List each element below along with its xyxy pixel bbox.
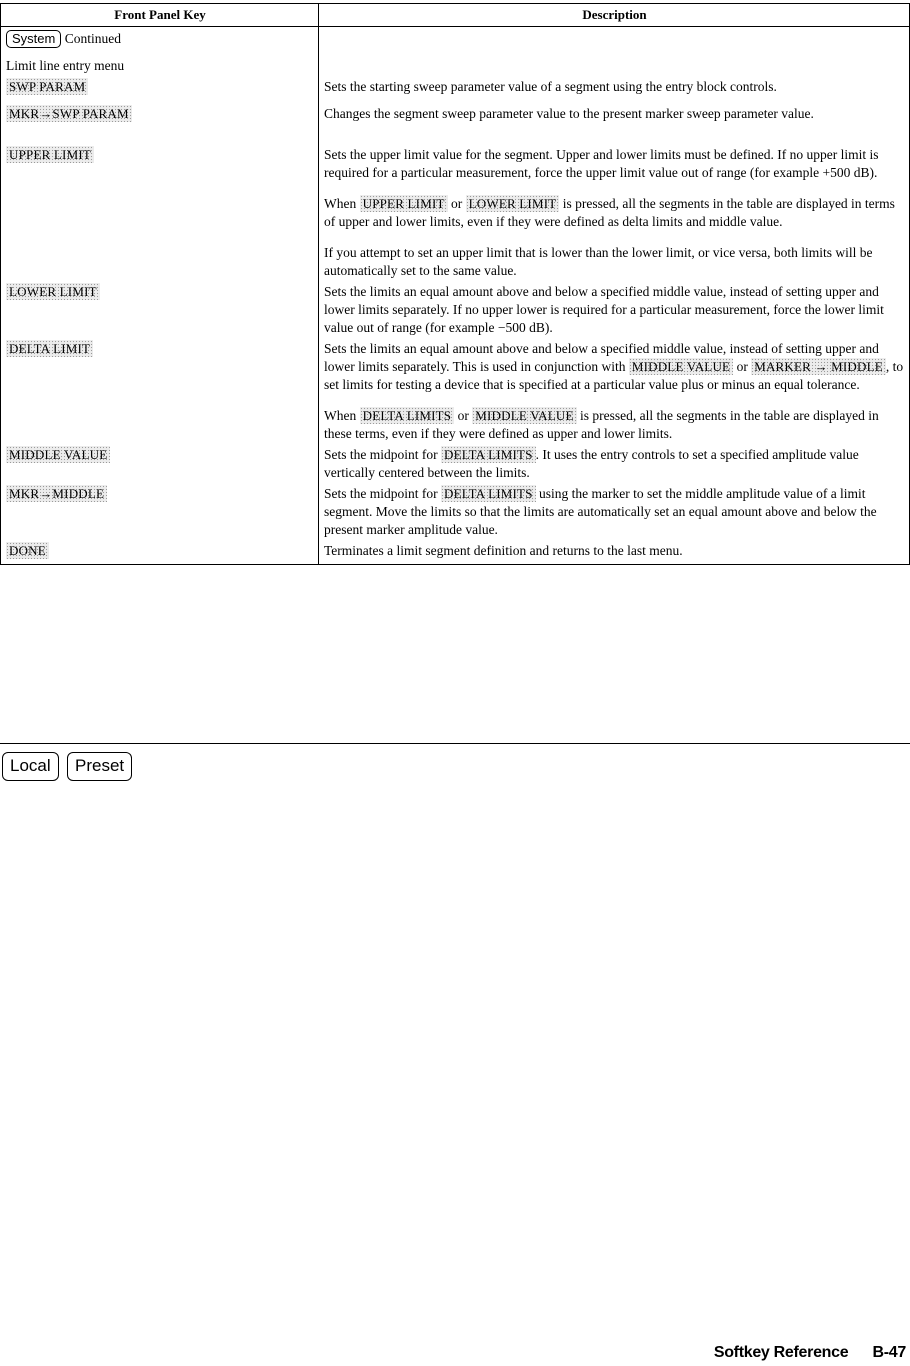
middle-value-softkey-ref: MIDDLE VALUE (629, 358, 733, 375)
header-description: Description (319, 4, 910, 27)
upper-limit-softkey-ref: UPPER LIMIT (360, 195, 448, 212)
table-row (1, 539, 910, 565)
header-front-panel-key: Front Panel Key (1, 4, 319, 27)
menu-title: Limit line entry menu (6, 58, 125, 73)
description-text: When DELTA LIMITS or MIDDLE VALUE is pressed, all the segments in the table are displayed in these terms, even if they were defined as upper and lower limits. (324, 408, 879, 441)
delta-limit-softkey: DELTA LIMIT (6, 340, 93, 357)
done-softkey: DONE (6, 542, 49, 559)
description-text: If you attempt to set an upper limit that is lower than the lower limit, or vice versa, both limits will be automatically set to the same value. (324, 245, 873, 278)
description-text: Sets the upper limit value for the segment. Upper and lower limits must be defined. If no upper limit is required for a particular measurement, force the upper limit value out of range (for example +500 dB). (324, 147, 879, 180)
marker-middle-softkey-ref: MARKER → MIDDLE (751, 358, 886, 375)
page-footer (714, 1344, 906, 1362)
preset-hardkey: Preset (67, 752, 132, 781)
delta-limits-softkey-ref: DELTA LIMITS (441, 446, 536, 463)
system-hardkey: System (6, 30, 61, 48)
lower-limit-softkey: LOWER LIMIT (6, 283, 100, 300)
table-row (1, 75, 910, 102)
table-row (1, 102, 910, 143)
footer-hardkeys (2, 752, 137, 781)
mkr-middle-softkey: MKR→MIDDLE (6, 485, 107, 502)
table-row (1, 337, 910, 443)
upper-limit-softkey: UPPER LIMIT (6, 146, 94, 163)
delta-limits-softkey-ref: DELTA LIMITS (360, 407, 455, 424)
local-hardkey: Local (2, 752, 59, 781)
table-row (1, 443, 910, 482)
table-row-continued (1, 27, 910, 76)
description-text: Sets the midpoint for DELTA LIMITS . It uses the entry controls to set a specified amplitude value vertically centered between the limits. (324, 447, 859, 480)
page-number: B-47 (872, 1344, 906, 1361)
lower-limit-softkey-ref: LOWER LIMIT (466, 195, 560, 212)
description-text: Terminates a limit segment definition and returns to the last menu. (324, 543, 683, 558)
middle-value-softkey-ref: MIDDLE VALUE (472, 407, 576, 424)
description-text: Sets the starting sweep parameter value of a segment using the entry block controls. (324, 79, 777, 94)
description-text: Sets the limits an equal amount above and below a specified middle value, instead of setting upper and lower limits separately. If no upper lower is required for a particular measurement, force the lower limit value out of range (for example −500 dB). (324, 284, 884, 335)
section-divider (0, 743, 910, 744)
footer-section-title: Softkey Reference (713, 1344, 849, 1361)
table-row (1, 482, 910, 539)
continued-label: Continued (64, 31, 121, 46)
description-text: When UPPER LIMIT or LOWER LIMIT is pressed, all the segments in the table are displayed in terms of upper and lower limits, even if they were defined as delta limits and middle value. (324, 196, 895, 229)
table-row (1, 280, 910, 337)
table-header-row (1, 4, 910, 27)
softkey-reference-table (0, 3, 910, 565)
table-row (1, 143, 910, 280)
description-text: Sets the limits an equal amount above and below a specified middle value, instead of setting upper and lower limits separately. This is used in conjunction with MIDDLE VALUE or MARKER → MIDDLE , to set limits for testing a device that is specified at a particular value plus or minus an equal tolerance. (324, 341, 904, 392)
description-text: Changes the segment sweep parameter value to the present marker sweep parameter value. (324, 106, 814, 121)
middle-value-softkey: MIDDLE VALUE (6, 446, 110, 463)
delta-limits-softkey-ref: DELTA LIMITS (441, 485, 536, 502)
mkr-swp-param-softkey: MKR→SWP PARAM (6, 105, 132, 122)
swp-param-softkey: SWP PARAM (6, 78, 88, 95)
description-text: Sets the midpoint for DELTA LIMITS using the marker to set the middle amplitude value of a limit segment. Move the limits so that the limits are automatically set an equal amount above and below the present marker amplitude value. (324, 486, 877, 537)
